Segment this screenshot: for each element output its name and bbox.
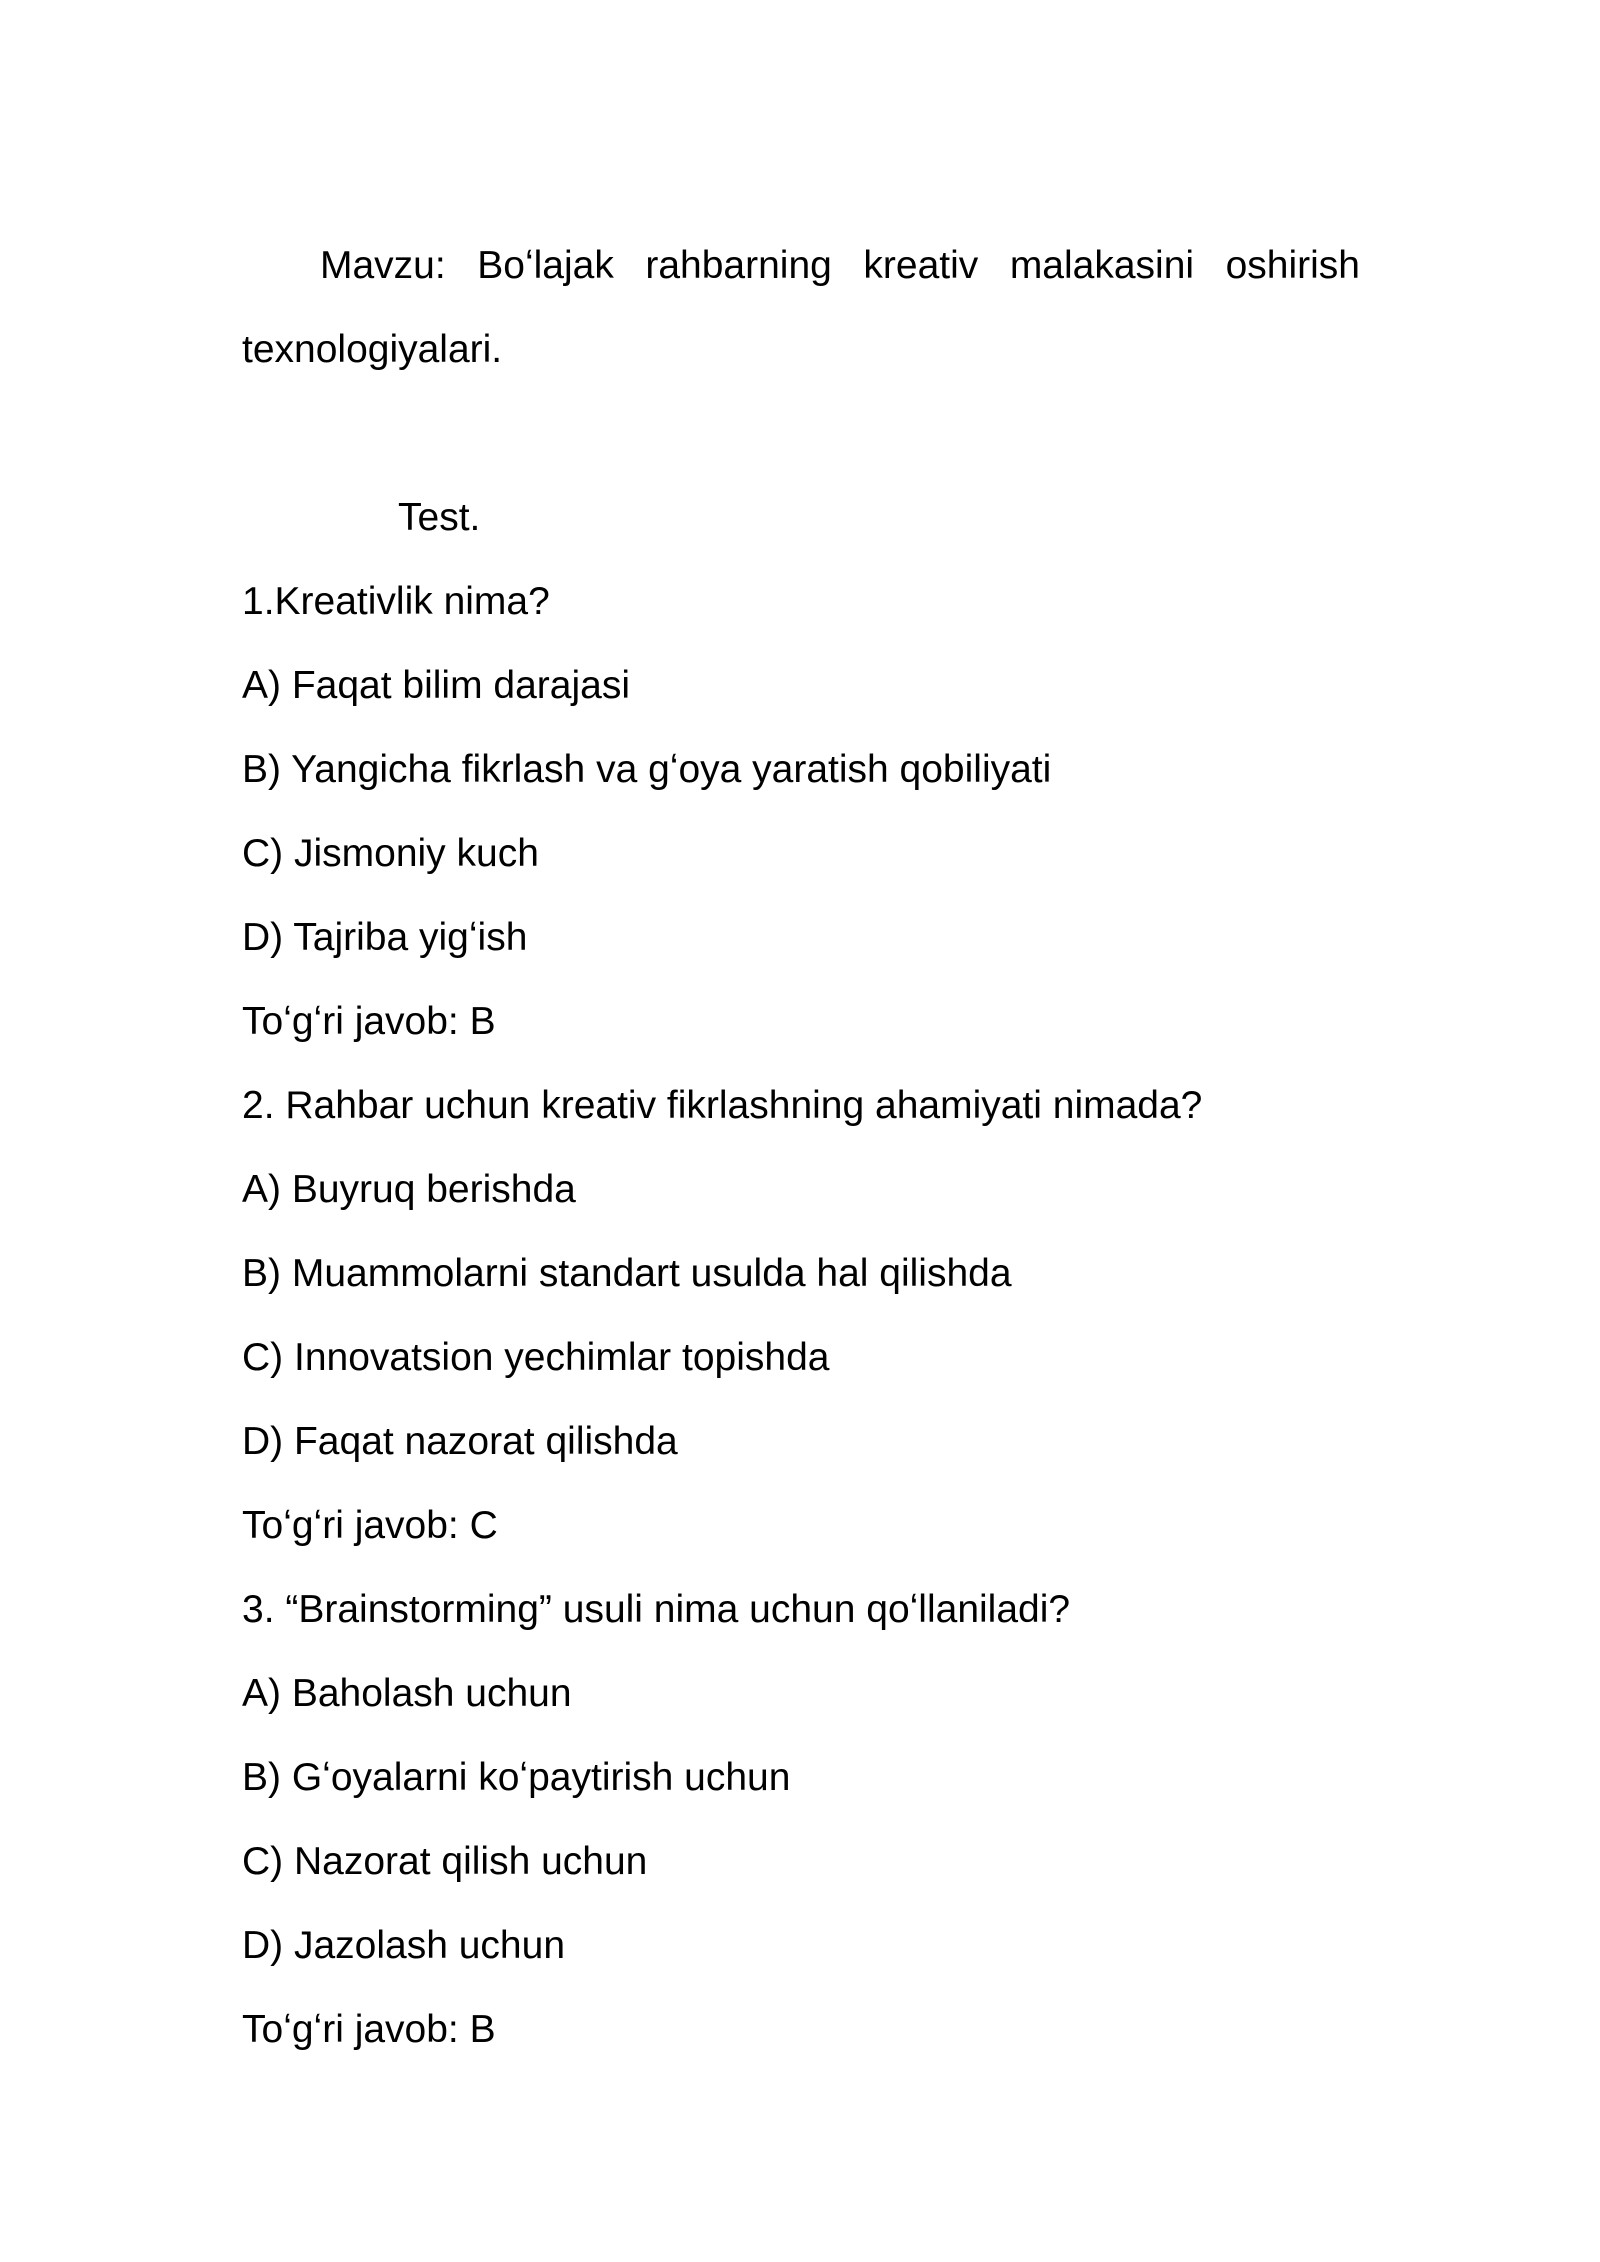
correct-answer: Toʻgʻri javob: C (242, 1504, 498, 1547)
test-heading: Test. (398, 496, 481, 539)
answer-option: B) Muammolarni standart usulda hal qilishda (242, 1252, 1012, 1295)
answer-option: B) Yangicha fikrlash va gʻoya yaratish qobiliyati (242, 748, 1052, 791)
topic-title-continuation: texnologiyalari. (242, 328, 503, 371)
answer-option: C) Innovatsion yechimlar topishda (242, 1336, 830, 1379)
blank-line (242, 392, 1360, 476)
question-text: 1.Kreativlik nima? (242, 580, 550, 623)
title-word: rahbarning (645, 244, 832, 287)
answer-option: B) Gʻoyalarni koʻpaytirish uchun (242, 1756, 791, 1799)
answer-option: C) Jismoniy kuch (242, 832, 539, 875)
answer-option: A) Faqat bilim darajasi (242, 664, 630, 707)
title-word: Mavzu: (320, 244, 446, 287)
document-content (242, 224, 1360, 2072)
title-word: Boʻlajak (477, 244, 614, 287)
correct-answer: Toʻgʻri javob: B (242, 1000, 496, 1043)
question-block (242, 560, 1360, 1064)
question-block (242, 1064, 1360, 1568)
answer-option: A) Baholash uchun (242, 1672, 572, 1715)
answer-option: A) Buyruq berishda (242, 1168, 576, 1211)
question-text: 2. Rahbar uchun kreativ fikrlashning ahamiyati nimada? (242, 1084, 1203, 1127)
title-word: kreativ (863, 244, 979, 287)
answer-option: C) Nazorat qilish uchun (242, 1840, 648, 1883)
answer-option: D) Faqat nazorat qilishda (242, 1420, 678, 1463)
topic-title (242, 224, 1360, 308)
answer-option: D) Jazolash uchun (242, 1924, 566, 1967)
title-word: malakasini (1009, 244, 1195, 287)
question-text: 3. “Brainstorming” usuli nima uchun qoʻllaniladi? (242, 1588, 1071, 1631)
answer-option: D) Tajriba yigʻish (242, 916, 528, 959)
correct-answer: Toʻgʻri javob: B (242, 2008, 496, 2051)
title-word: oshirish (1225, 244, 1360, 287)
question-block (242, 1568, 1360, 2072)
